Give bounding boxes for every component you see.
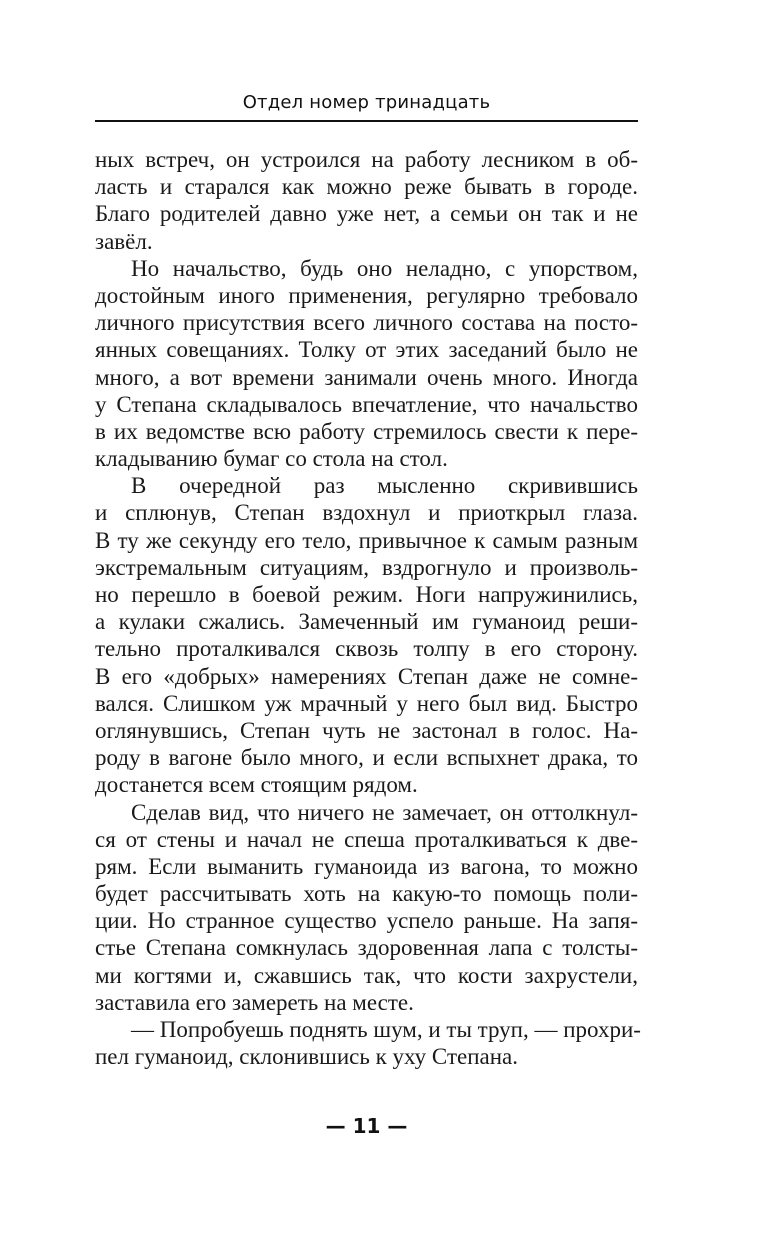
text-line: — Попробуешь поднять шум, и ты труп, — прохри-: [131, 1017, 641, 1042]
text-line: ласть и старался как можно реже бывать в городе.: [95, 174, 638, 200]
text-line: В его «добрых» намерениях Степан даже не сомне-: [95, 663, 638, 689]
text-line: достанется всем стоящим рядом.: [95, 772, 418, 798]
text-line: экстремальным ситуациям, вздрогнуло и произволь-: [95, 554, 638, 580]
text-line: ции. Но странное существо успело раньше. На запя-: [95, 908, 638, 934]
body-text: [95, 146, 641, 1070]
text-line: много, а вот времени занимали очень много. Иногда: [95, 364, 638, 390]
text-line: Но начальство, будь оно неладно, с упорством,: [131, 255, 638, 281]
text-line: стье Степана сомкнулась здоровенная лапа с толсты-: [95, 935, 638, 961]
text-line: ми когтями и, сжавшись так, что кости захрустели,: [95, 962, 638, 988]
page-number: — 11 —: [325, 1114, 408, 1138]
text-line: янных совещаниях. Толку от этих заседаний было не: [95, 337, 638, 363]
text-line: достойным иного применения, регулярно требовало: [95, 282, 638, 308]
text-line: личного присутствия всего личного состава на посто-: [95, 310, 638, 336]
text-line: В ту же секунду его тело, привычное к самым разным: [95, 527, 638, 553]
text-line: ных встреч, он устроился на работу лесником в об-: [95, 147, 638, 172]
text-line: будет рассчитывать хоть на какую-то помощь поли-: [95, 881, 638, 907]
text-line: Благо родителей давно уже нет, а семьи он так и не: [95, 201, 638, 227]
text-line: тельно проталкивался сквозь толпу в его сторону.: [95, 636, 638, 662]
paragraph: [95, 799, 638, 1017]
text-line: ся от стены и начал не спеша проталкиваться к две-: [95, 826, 638, 852]
text-line: заставила его замереть на месте.: [95, 989, 414, 1015]
text-line: но перешло в боевой режим. Ноги напружинились,: [95, 582, 638, 607]
text-line: кладыванию бумаг со стола на стол.: [95, 446, 448, 472]
paragraph: [95, 1016, 641, 1070]
header-rule: [95, 120, 638, 122]
text-line: вался. Слишком уж мрачный у него был вид. Быстро: [95, 690, 638, 716]
text-line: и сплюнув, Степан вздохнул и приоткрыл глаза.: [95, 500, 638, 526]
text-line: завёл.: [95, 228, 153, 254]
paragraph: [95, 472, 638, 798]
text-line: В очередной раз мысленно скривившись: [131, 473, 638, 499]
paragraph: [95, 146, 638, 255]
text-line: у Степана складывалось впечатление, что начальство: [95, 391, 638, 417]
paragraph: [95, 255, 638, 473]
running-head-title: Отдел номер тринадцать: [242, 92, 491, 113]
text-line: оглянувшись, Степан чуть не застонал в голос. На-: [95, 717, 638, 743]
text-line: Сделав вид, что ничего не замечает, он оттолкнул-: [131, 799, 638, 825]
text-line: рям. Если выманить гуманоида из вагона, то можно: [95, 853, 638, 879]
text-line: в их ведомстве всю работу стремилось свести к пере-: [95, 418, 638, 444]
text-line: роду в вагоне было много, и если вспыхнет драка, то: [95, 745, 638, 771]
text-line: пел гуманоид, склонившись к уху Степана.: [95, 1044, 518, 1070]
text-line: а кулаки сжались. Замеченный им гуманоид реши-: [95, 609, 638, 635]
